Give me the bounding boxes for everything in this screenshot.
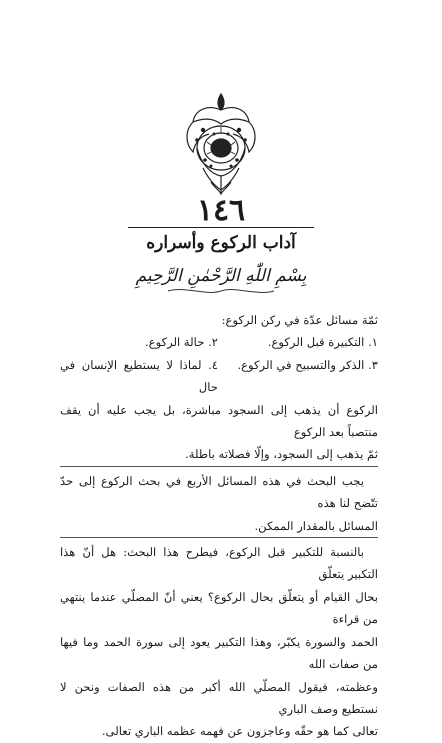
list-item-4: ٤. لماذا لا يستطيع الإنسان في حال: [60, 357, 218, 395]
floral-ornament-icon: [181, 90, 261, 196]
basmala-calligraphy: بِسْمِ اللّٰهِ الرَّحْمٰنِ الرَّحِيمِ: [135, 266, 307, 286]
paragraph-3-line-5: تعالى كما هو حقّه وعاجزون عن فهمه عظمه الباري تعالى.: [101, 724, 378, 739]
list-item-3: ٣. الذكر والتسبيح في الركوع.: [237, 357, 378, 372]
list-item-1: ١. التكبيرة قبل الركوع.: [267, 335, 378, 350]
paragraph-2-line-2: المسائل بالمقدار الممكن.: [60, 515, 378, 538]
list-item-2: ٢. حالة الركوع.: [144, 335, 218, 350]
basmala-flourish-icon: [166, 287, 276, 295]
paragraph-2-line-1: يجب البحث في هذه المسائل الأربع في بحث الركوع إلى حدّ تتّضح لنا هذه: [60, 473, 378, 511]
paragraph-3-line-4: وعظمته، فيقول المصلّي الله أكبر من هذه الصفات ونحن لا نستطيع وصف الباري: [60, 679, 378, 716]
lesson-number: ١٤٦: [196, 193, 246, 228]
lesson-title: آداب الركوع وأسراره: [146, 233, 296, 253]
intro-line: ثمّة مسائل عدّة في ركن الركوع:: [221, 313, 378, 327]
paragraph-3-line-1: بالنسبة للتكبير قبل الركوع، فيطرح هذا البحث: هل أنّ هذا التكبير يتعلّق: [60, 545, 378, 582]
body-text: [60, 309, 378, 743]
title-divider: [128, 227, 314, 228]
list-row-2: [60, 354, 378, 399]
paragraph-3-line-2: بحال القيام أو يتعلّق بحال الركوع؟ يعني أنّ المصلّي عندما ينتهي من قراءة: [60, 589, 378, 627]
list-row-1: [60, 331, 378, 353]
paragraph-3-line-3: الحمد والسورة يكبّر، وهذا التكبير يعود إلى سورة الحمد وما فيها من صفات الله: [60, 634, 378, 672]
paragraph-1-line-1: الركوع أن يذهب إلى السجود مباشرة، بل يجب عليه أن يقف منتصباً بعد الركوع: [60, 402, 378, 440]
paragraph-1-line-2: ثمّ يذهب إلى السجود، وإلّا فصلاته باطلة.: [60, 443, 378, 466]
